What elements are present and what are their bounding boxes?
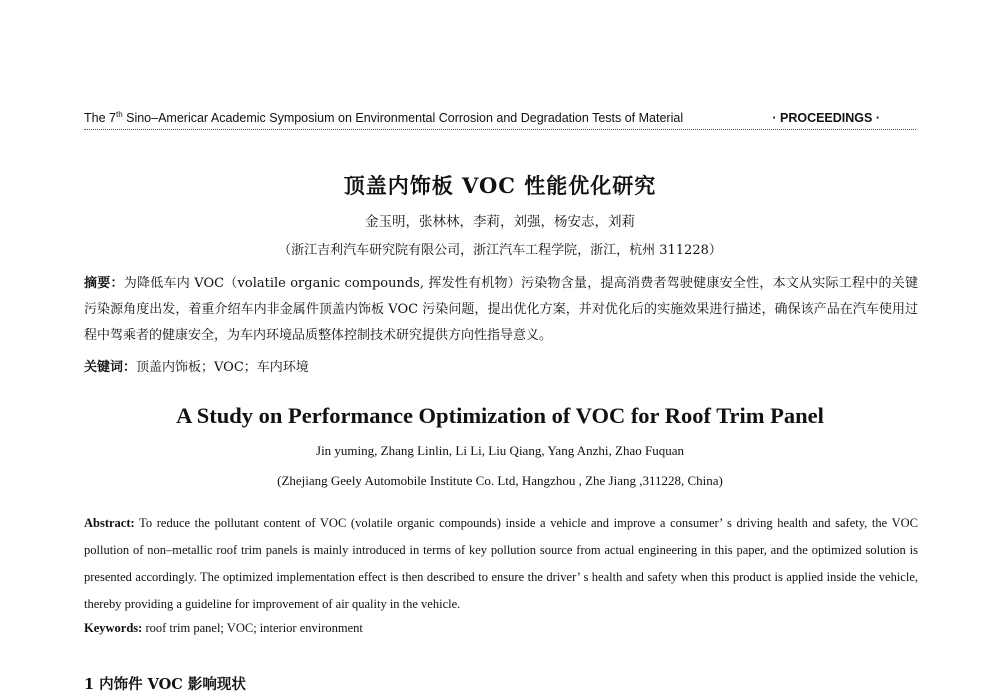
- english-title: A Study on Performance Optimization of VOC for Roof Trim Panel: [176, 403, 824, 428]
- header-divider: [84, 129, 916, 130]
- chinese-affiliation: （浙江吉利汽车研究院有限公司，浙江汽车工程学院，浙江，杭州 311228）: [278, 243, 722, 258]
- english-keywords-label: Keywords:: [84, 621, 143, 635]
- english-keywords: [84, 621, 918, 636]
- chinese-authors: 金玉明，张林林，李莉，刘强，杨安志，刘莉: [365, 214, 635, 230]
- proceedings-label: · PROCEEDINGS ·: [772, 111, 880, 125]
- chinese-title: 顶盖内饰板 VOC 性能优化研究: [343, 173, 657, 198]
- english-abstract: [84, 510, 918, 618]
- english-affiliation: (Zhejiang Geely Automobile Institute Co. Ltd, Hangzhou , Zhe Jiang ,311228, China): [277, 473, 723, 488]
- chinese-keywords: [84, 356, 918, 375]
- chinese-abstract-label: 摘要：: [84, 276, 124, 291]
- chinese-abstract-text: 为降低车内 VOC（volatile organic compounds, 挥发性有机物）污染物含量，提高消费者驾驶健康安全性，本文从实际工程中的关键污染源角度出发，着重介绍车内非金属件顶盖内饰板 VOC 污染问题，提出优化方案，并对优化后的实施效果进行描述，确保该产品在汽车使用过程中驾乘者的健康安全，为车内环境品质整体控制技术研究提供方向性指导意义。: [84, 276, 918, 343]
- chinese-keywords-text: 顶盖内饰板；VOC；车内环境: [136, 360, 309, 375]
- section-heading: 1 内饰件 VOC 影响现状: [84, 676, 246, 693]
- running-header: [84, 111, 916, 131]
- english-authors: Jin yuming, Zhang Linlin, Li Li, Liu Qiang, Yang Anzhi, Zhao Fuquan: [316, 443, 684, 458]
- chinese-abstract: [84, 271, 918, 349]
- chinese-keywords-label: 关键词：: [84, 360, 137, 375]
- english-abstract-label: Abstract:: [84, 516, 135, 530]
- english-keywords-text: roof trim panel; VOC; interior environment: [142, 621, 363, 635]
- header-title-pre: The 7: [84, 111, 116, 125]
- english-abstract-text: To reduce the pollutant content of VOC (volatile organic compounds) inside a vehicle and improve a consumer’ s driving health and safety, the VOC pollution of non–metallic roof trim panels is mainly introduced in terms of key pollution source from actual engineering in this paper, and the optimized solution is presented accordingly. The optimized implementation effect is then described to ensure the driver’ s health and safety when this product is applied inside the vehicle, thereby providing a guideline for improvement of air quality in the vehicle.: [84, 516, 918, 611]
- header-title-sup: th: [115, 109, 123, 119]
- header-title-post: Sino–Americar Academic Symposium on Environmental Corrosion and Degradation Tests of Material: [122, 111, 684, 125]
